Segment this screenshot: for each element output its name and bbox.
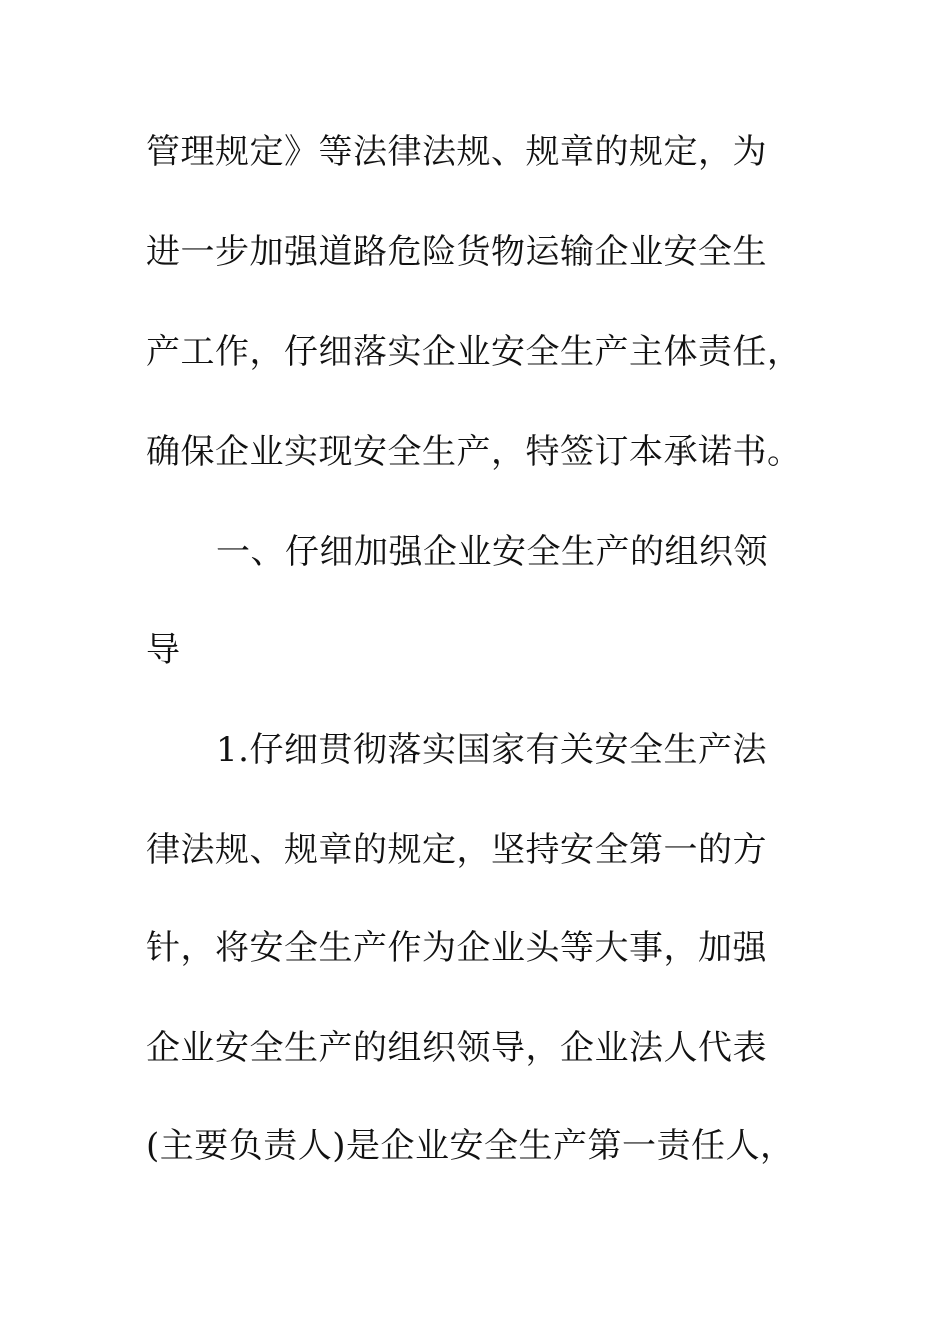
- body-text-line: 确保企业实现安全生产，特签订本承诺书。: [146, 432, 802, 472]
- section-heading-line: 一、仔细加强企业安全生产的组织领: [216, 532, 768, 572]
- body-text-line: 针，将安全生产作为企业头等大事，加强: [146, 928, 767, 968]
- section-heading-line: 导: [146, 630, 181, 670]
- numbered-item-line: 1.仔细贯彻落实国家有关安全生产法: [216, 730, 767, 770]
- body-text-line: 产工作，仔细落实企业安全生产主体责任，: [146, 332, 802, 372]
- body-text-line: (主要负责人)是企业安全生产第一责任人，: [146, 1126, 795, 1166]
- body-text-line: 进一步加强道路危险货物运输企业安全生: [146, 232, 767, 272]
- body-text-line: 企业安全生产的组织领导，企业法人代表: [146, 1028, 767, 1068]
- body-text-line: 律法规、规章的规定，坚持安全第一的方: [146, 830, 767, 870]
- body-text-line: 管理规定》等法律法规、规章的规定，为: [146, 132, 767, 172]
